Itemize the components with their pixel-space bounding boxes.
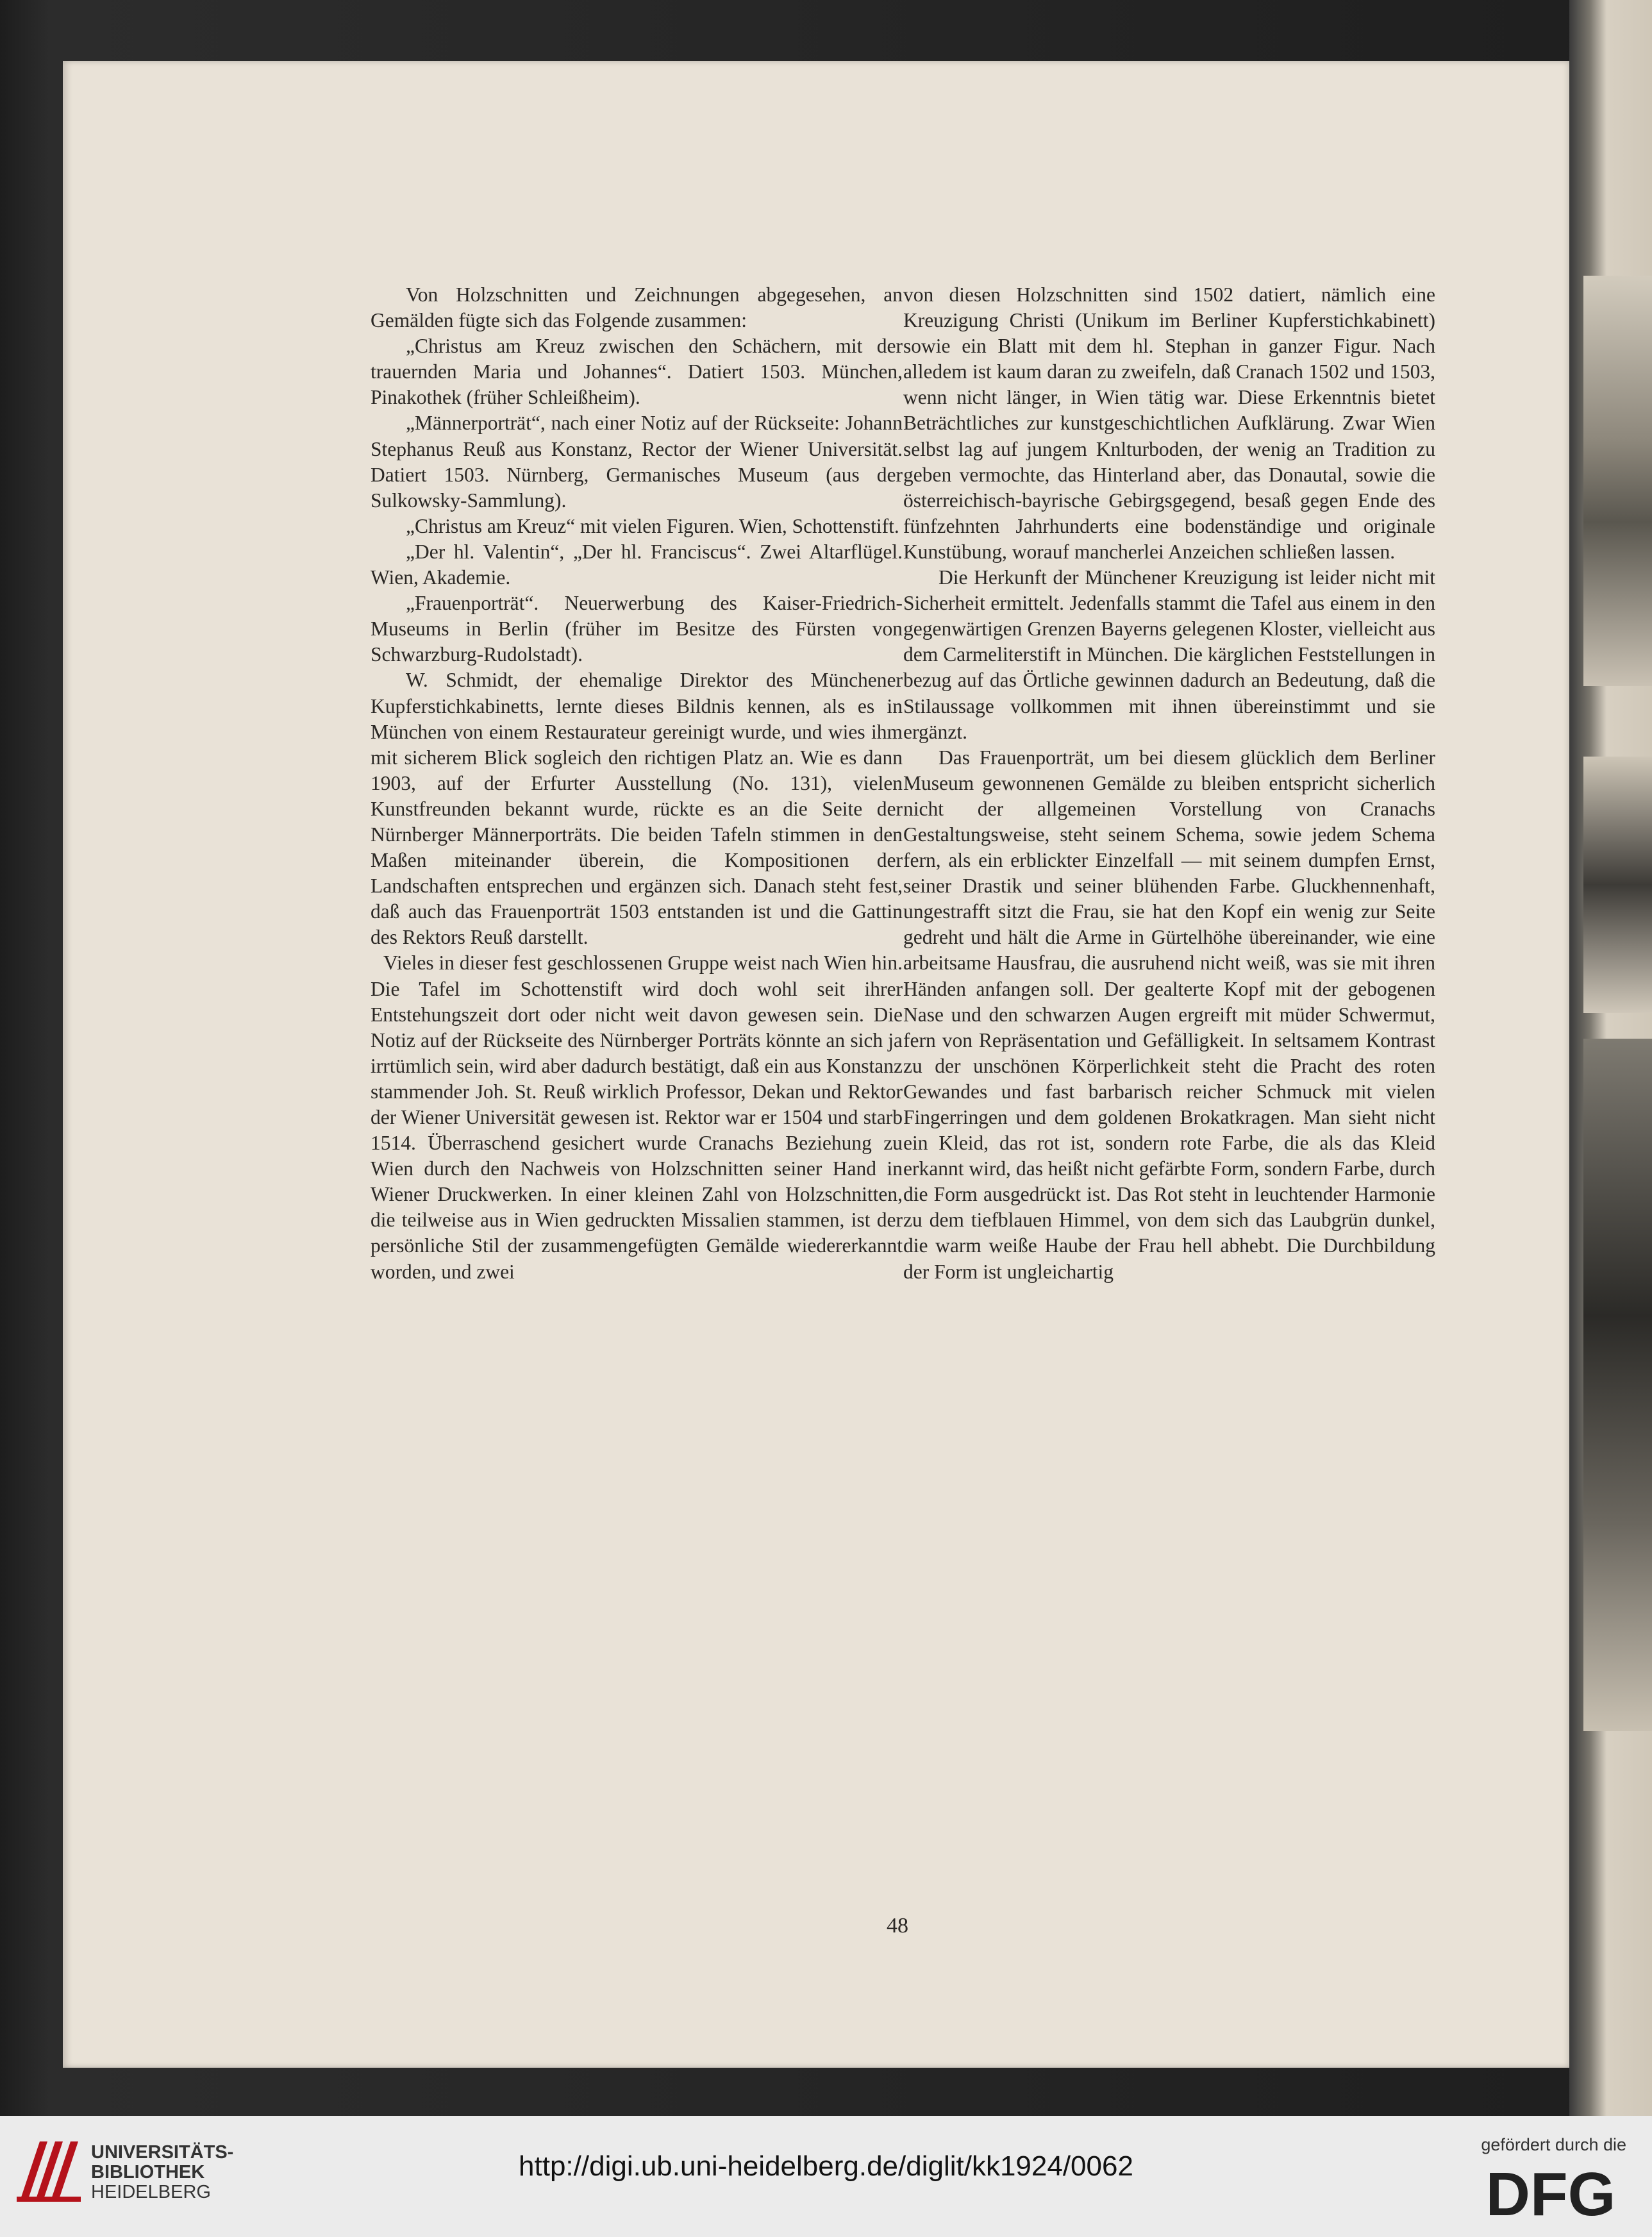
library-name-line: HEIDELBERG xyxy=(91,2182,211,2202)
source-url-link[interactable]: http://digi.ub.uni-heidelberg.de/diglit/kk1924/0062 xyxy=(519,2150,1133,2182)
paragraph: Das Frauenporträt, um bei diesem glücklich dem Berliner Museum gewonnenen Gemälde zu bleiben entspricht sicherlich nicht der allgemeinen Vorstellung von Cranachs Gestaltungsweise, steht seinem Schema, sowie jedem Schema fern, als ein erblickter Einzelfall — mit seinem dumpfen Ernst, seiner Drastik und seiner blühenden Farbe. Gluckhennenhaft, ungestrafft sitzt die Frau, sie hat den Kopf ein wenig zur Seite gedreht und hält die Arme in Gürtelhöhe übereinander, wie eine arbeitsame Hausfrau, die ausruhend nicht weiß, was sie mit ihren Händen anfangen soll. Der gealterte Kopf mit der gebogenen Nase und den schwarzen Augen ergreift mit müder Schwermut, fern von Repräsentation und Gefälligkeit. In seltsamem Kontrast zu der unschönen Körperlichkeit steht die Pracht des roten Gewandes und fast barbarisch reicher Schmuck mit vielen Fingerringen und dem goldenen Brokatkragen. Man sieht nicht ein Kleid, das rot ist, sondern rote Farbe, die als das Kleid erkannt wird, das heißt nicht gefärbte Form, sondern Farbe, durch die Form ausgedrückt ist. Das Rot steht in leuchtender Harmonie zu dem tiefblauen Himmel, von dem sich das Laubgrün dunkel, die warm weiße Haube der Frau hell abhebt. Die Durchbildung der Form ist ungleichartig xyxy=(903,746,1435,1283)
dfg-logo-text: DFG xyxy=(1485,2164,1616,2222)
funding-text: gefördert durch die xyxy=(1481,2135,1626,2154)
catalog-entry: „Männerporträt“, nach einer Notiz auf der Rückseite: Johann Stephanus Reuß aus Konstanz, Rector der Wiener Universität. Datiert 1503. Nürnberg, Germanisches Museum (aus der Sulkowsky-Sammlung). xyxy=(371,412,903,512)
paragraph: W. Schmidt, der ehemalige Direktor des Münchener Kupferstichkabinetts, lernte dieses Bildnis kennen, als es in München von einem Restaurateur gereinigt wurde, und wies ihm mit sicherem Blick sogleich den richtigen Platz an. Wie es dann 1903, auf der Erfurter Ausstellung (No. 131), vielen Kunstfreunden bekannt wurde, rückte es an die Seite der Nürnberger Männerporträts. Die beiden Tafeln stimmen in den Maßen miteinander überein, die Kompositionen der Landschaften entsprechen und ergänzen sich. Danach steht fest, daß auch das Frauenporträt 1503 entstanden ist und die Gattin des Rektors Reuß darstellt. xyxy=(371,669,903,949)
paragraph: Die Herkunft der Münchener Kreuzigung ist leider nicht mit Sicherheit ermittelt. Jedenfalls stammt die Tafel aus einem in den gegenwärtigen Grenzen Bayerns gelegenen Kloster, vielleicht aus dem Carmeliterstift in München. Die kärglichen Feststellungen in bezug auf das Örtliche gewinnen dadurch an Bedeutung, daß die Stilaussage vollkommen mit ihnen übereinstimmt und sie ergänzt. xyxy=(903,566,1435,743)
left-text-column xyxy=(371,282,903,1285)
paragraph: Von Holzschnitten und Zeichnungen abgegesehen, an Gemälden fügte sich das Folgende zusammen: xyxy=(371,283,903,332)
page-number: 48 xyxy=(887,1914,908,1938)
dfg-logo-icon[interactable] xyxy=(1474,2164,1628,2222)
library-name-line: UNIVERSITÄTS- xyxy=(91,2142,234,2163)
catalog-entry: „Christus am Kreuz zwischen den Schächern, mit der trauernden Maria und Johannes“. Datiert 1503. München, Pinakothek (früher Schleißheim). xyxy=(371,335,903,409)
catalog-entry: „Frauenporträt“. Neuerwerbung des Kaiser-Friedrich-Museums in Berlin (früher im Besitze des Fürsten von Schwarzburg-Rudolstadt). xyxy=(371,592,903,666)
right-text-column xyxy=(903,282,1435,1285)
library-name-line: BIBLIOTHEK xyxy=(91,2162,205,2183)
paragraph: von diesen Holzschnitten sind 1502 datiert, nämlich eine Kreuzigung Christi (Unikum im Berliner Kupferstichkabinett) sowie ein Blatt mit dem hl. Stephan in ganzer Figur. Nach alledem ist kaum daran zu zweifeln, daß Cranach 1502 und 1503, wenn nicht länger, in Wien tätig war. Diese Erkenntnis bietet Beträchtliches zur kunstgeschichtlichen Aufklärung. Zwar Wien selbst lag auf jungem Knlturboden, der wenig an Tradition zu geben vermochte, das Hinterland aber, das Donautal, sowie die österreichisch-bayrische Gebirgsgegend, besaß gegen Ende des fünfzehnten Jahrhunderts eine bodenständige und originale Kunstübung, worauf mancherlei Anzeichen schließen lassen. xyxy=(903,283,1435,563)
adjacent-plate-fragment xyxy=(1583,1039,1652,1731)
viewer-footer xyxy=(0,2116,1652,2237)
catalog-entry: „Der hl. Valentin“, „Der hl. Franciscus“. Zwei Altarflügel. Wien, Akademie. xyxy=(371,540,903,589)
adjacent-plate-fragment xyxy=(1583,757,1652,1013)
adjacent-plate-fragment xyxy=(1583,276,1652,686)
catalog-entry: „Christus am Kreuz“ mit vielen Figuren. Wien, Schottenstift. xyxy=(406,514,899,537)
paragraph: Vieles in dieser fest geschlossenen Gruppe weist nach Wien hin. Die Tafel im Schottenstift wird doch wohl seit ihrer Entstehungszeit dort oder nicht weit davon gewesen sein. Die Notiz auf der Rückseite des Nürnberger Porträts könnte an sich ja irrtümlich sein, wird aber dadurch bestätigt, daß ein aus Konstanz stammender Joh. St. Reuß wirklich Professor, Dekan und Rektor der Wiener Universität gewesen ist. Rektor war er 1504 und starb 1514. Überraschend gesichert wurde Cranachs Beziehung zu Wien durch den Nachweis von Holzschnitten seiner Hand in Wiener Druckwerken. In einer kleinen Zahl von Holzschnitten, die teilweise aus in Wien gedruckten Missalien stammen, ist der persönliche Stil der zusammengefügten Gemälde wiedererkannt worden, und zwei xyxy=(371,951,903,1283)
